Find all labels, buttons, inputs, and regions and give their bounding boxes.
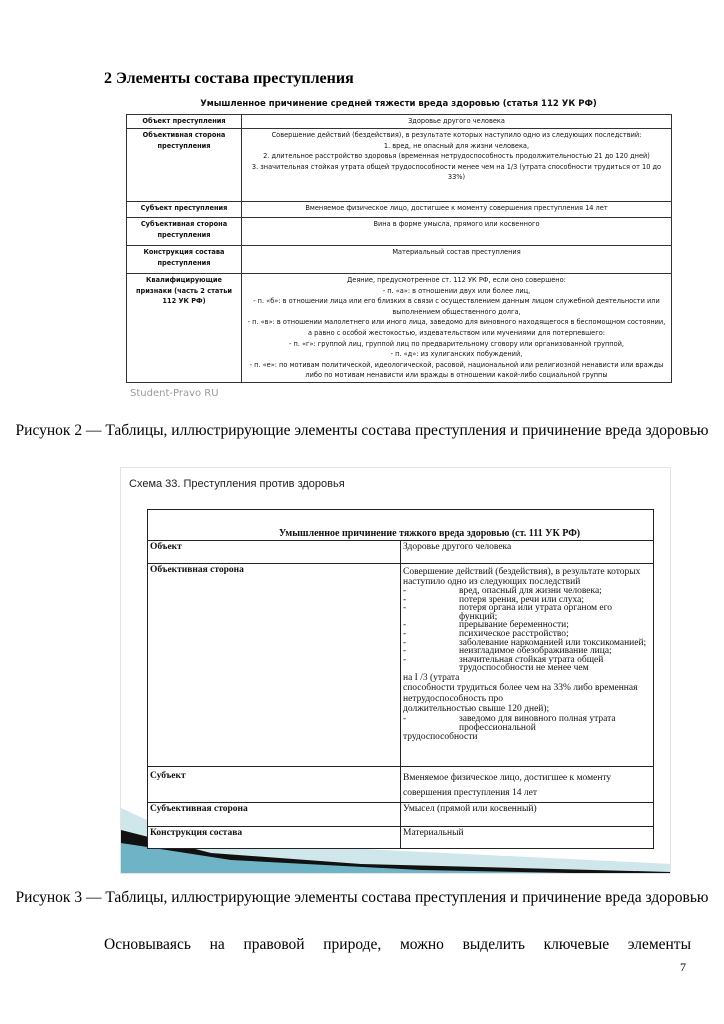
- row-value: Здоровье другого человека: [401, 541, 654, 564]
- row-label: Субъект преступления: [127, 202, 242, 218]
- consequence-list-end: [403, 715, 651, 732]
- row-label: Субъективная сторона преступления: [127, 218, 242, 246]
- table-row: [127, 115, 672, 129]
- row-value: [242, 274, 672, 383]
- row-label: Субъект: [148, 767, 401, 803]
- slide-title: Схема 33. Преступления против здоровья: [129, 478, 345, 490]
- cell-intro: Совершение действий (бездействия), в результате которых наступило одно из следующих последствий: [403, 567, 641, 587]
- row-label: Объект преступления: [127, 115, 242, 129]
- figure-1-table: [126, 114, 672, 383]
- list-item: - вред, опасный для жизни человека;: [403, 587, 651, 596]
- consequence-list: [403, 587, 651, 673]
- body-paragraph: Основываясь на правовой природе, можно выделить ключевые элементы: [104, 936, 691, 953]
- list-item: - п. «б»: в отношении лица или его близких в связи с осуществлением данным лицом служебной деятельности или выполнением общественного долга,: [253, 297, 660, 316]
- row-value: Вина в форме умысла, прямого или косвенного: [242, 218, 672, 246]
- list-item: 2. длительное расстройство здоровья (временная нетрудоспособность продолжительностью 21 до 120 дней): [263, 152, 650, 161]
- table-row: [148, 803, 654, 827]
- cell-continuation: должительностью свыше 120 дней);: [403, 704, 550, 715]
- row-label: Объект: [148, 541, 401, 564]
- row-value: Здоровье другого человека: [242, 115, 672, 129]
- section-heading: 2 Элементы состава преступления: [104, 70, 354, 87]
- row-value: [242, 129, 672, 202]
- list-item: 1. вред, не опасный для жизни человека,: [383, 141, 530, 150]
- cell-continuation: трудоспособности: [403, 732, 478, 743]
- row-label: Конструкция состава: [148, 827, 401, 849]
- figure-2: [120, 467, 671, 874]
- list-item: - п. «г»: группой лиц, группой лиц по предварительному сговору или организованной группой,: [288, 339, 625, 348]
- table-row: [127, 246, 672, 274]
- row-label: Квалифицирующие признаки (часть 2 статьи 112 УК РФ): [127, 274, 242, 383]
- list-item: - потеря органа или утрата органом его функций;: [403, 604, 651, 621]
- row-value: [401, 564, 654, 767]
- watermark: Student-Pravo RU: [130, 388, 219, 399]
- cell-intro: Совершение действий (бездействия), в результате которых наступило одно из следующих последствий:: [271, 131, 642, 139]
- list-item: - заведомо для виновного полная утрата профессиональной: [403, 715, 651, 732]
- table-row: [148, 541, 654, 564]
- page-number: 7: [680, 960, 686, 974]
- list-item: - значительная стойкая утрата общей трудоспособности не менее чем: [403, 656, 651, 673]
- list-item: - заболевание наркоманией или токсикоманией;: [403, 639, 651, 648]
- list-item: - п. «в»: в отношении малолетнего или иного лица, заведомо для виновного находящегося в беспомощном состоянии, а равно с особой жестокостью, издевательством или мучениями для потерпевшего:: [247, 318, 666, 337]
- figure-1-title: Умышленное причинение средней тяжести вреда здоровью (статья 112 УК РФ): [200, 99, 597, 109]
- list-item: 3. значительная стойкая утрата общей трудоспособности менее чем на 1/3 (утрата способности трудиться от 10 до 33%): [251, 162, 662, 182]
- table-row: [127, 274, 672, 383]
- caption-figure-3: Рисунок 3 — Таблицы, иллюстрирующие элементы состава преступления и причинение вреда здоровью: [15, 889, 709, 906]
- row-label: Объективная сторона: [148, 564, 401, 767]
- cell-continuation: способности трудиться более чем на 33% либо временная нетрудоспособность про: [403, 683, 638, 704]
- table-header-row: [148, 510, 654, 541]
- caption-figure-2: Рисунок 2 — Таблицы, иллюстрирующие элементы состава преступления и причинение вреда здоровью: [15, 422, 709, 439]
- table-row: [148, 827, 654, 849]
- figure-2-table: [147, 509, 654, 849]
- list-item: - п. «д»: из хулиганских побуждений,: [390, 350, 523, 359]
- table-row: [127, 202, 672, 218]
- row-value: Материальный: [401, 827, 654, 849]
- list-item: - неизгладимое обезображивание лица;: [403, 647, 651, 656]
- row-label: Объективная сторона преступления: [127, 129, 242, 202]
- list-item: - п. «е»: по мотивам политической, идеологической, расовой, национальной или религиозной ненависти или вражды либо по мотивам ненависти или вражды в отношении какой-либо социальной группы: [249, 360, 664, 380]
- table-row: [127, 218, 672, 246]
- list-item: - психическое расстройство;: [403, 630, 651, 639]
- figure-1: [120, 96, 677, 408]
- row-value: Умысел (прямой или косвенный): [401, 803, 654, 827]
- table-row: [148, 767, 654, 803]
- row-label: Конструкция состава преступления: [127, 246, 242, 274]
- cell-continuation: на I /3 (утрата: [403, 672, 460, 683]
- list-item: - прерывание беременности;: [403, 621, 651, 630]
- cell-intro: Деяние, предусмотренное ст. 112 УК РФ, если оно совершено:: [347, 276, 566, 284]
- list-item: - п. «а»: в отношении двух или более лиц,: [382, 286, 531, 295]
- list-item: - потеря зрения, речи или слуха;: [403, 596, 651, 605]
- row-value: Материальный состав преступления: [242, 246, 672, 274]
- row-label: Субъективная сторона: [148, 803, 401, 827]
- table-row: [127, 129, 672, 202]
- row-value: Вменяемое физическое лицо, достигшее к моменту совершения преступления 14 лет: [401, 767, 654, 803]
- table-row: [148, 564, 654, 767]
- row-value: Вменяемое физическое лицо, достигшее к моменту совершения преступления 14 лет: [242, 202, 672, 218]
- table-title: Умышленное причинение тяжкого вреда здоровью (ст. 111 УК РФ): [148, 510, 654, 541]
